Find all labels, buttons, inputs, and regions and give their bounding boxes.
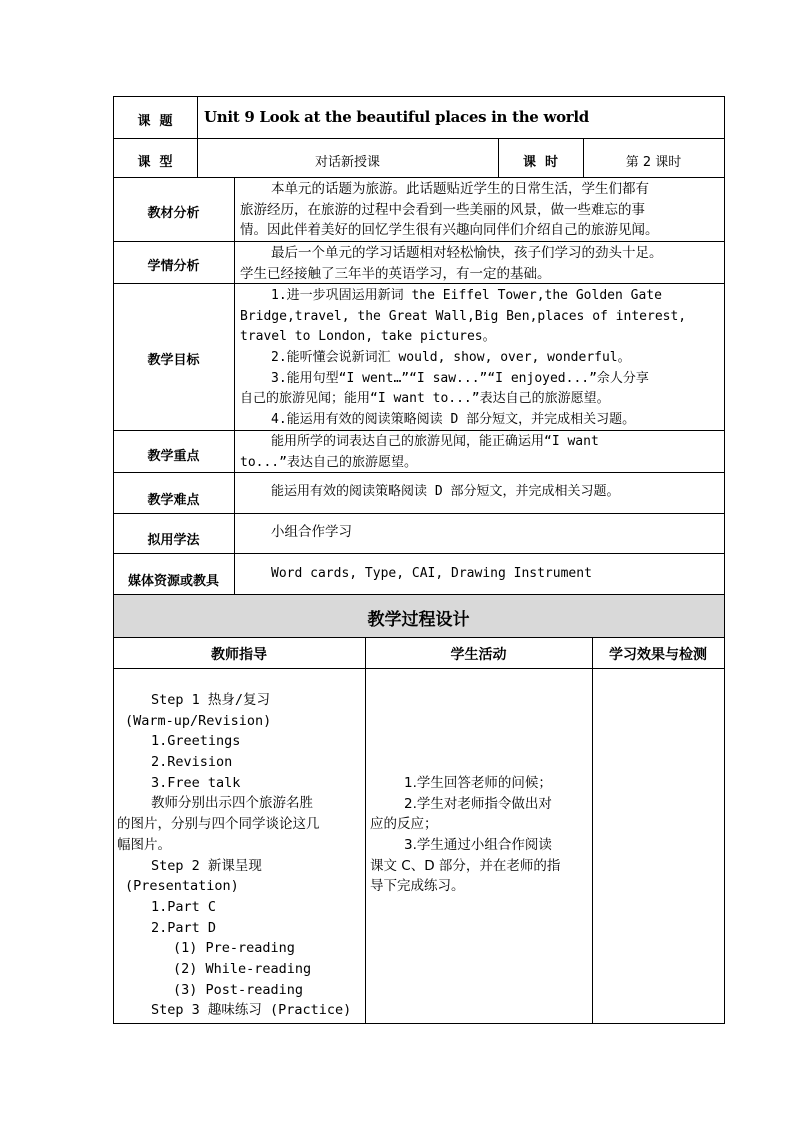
effect-cell <box>593 669 724 1023</box>
difficulties-text <box>271 482 619 503</box>
text-line: 2.学生对老师指令做出对 <box>404 795 552 812</box>
key-points-label: 教学重点 <box>147 449 200 464</box>
text-line: (2) While-reading <box>173 960 312 977</box>
objectives-text <box>240 286 686 431</box>
text-line: 1.Part C <box>151 898 217 915</box>
col-header-teacher: 教师指导 <box>211 647 267 663</box>
row-divider <box>113 594 725 595</box>
table-border-bottom <box>113 1023 725 1024</box>
text-line: 4.能运用有效的阅读策略阅读 D 部分短文，并完成相关习题。 <box>271 412 636 428</box>
text-line: 导下完成练习。 <box>370 878 465 895</box>
col-divider <box>234 177 235 594</box>
type-value: 对话新授课 <box>314 155 380 170</box>
text-line: 3.能用句型“I went…”“I saw...”“I enjoyed...”佘人分享 <box>271 370 649 386</box>
type-label: 课 型 <box>137 155 173 170</box>
material-label: 教材分析 <box>147 206 200 221</box>
text-line: 旅游经历，在旅游的过程中会看到一些美丽的风景，做一些难忘的事 <box>240 201 645 218</box>
text-line: 1.Greetings <box>151 733 241 750</box>
row-divider <box>113 513 725 514</box>
row-divider <box>113 177 725 178</box>
row-divider <box>113 553 725 554</box>
text-line: 自己的旅游见闻；能用“I want to...”表达自己的旅游愿望。 <box>240 391 610 407</box>
text-line: travel to London, take pictures。 <box>240 329 496 345</box>
objectives-label: 教学目标 <box>147 353 200 368</box>
text-line: 本单元的话题为旅游。此话题贴近学生的日常生活，学生们都有 <box>271 181 649 197</box>
table-border-left <box>113 96 114 1023</box>
resources-text <box>271 564 592 585</box>
text-line: 3.Free talk <box>151 774 241 791</box>
text-line: Step 3 趣味练习 (Practice) <box>151 1002 352 1019</box>
col-divider <box>365 637 366 1023</box>
text-line: 最后一个单元的学习话题相对轻松愉快，孩子们学习的劲头十足。 <box>271 245 663 261</box>
row-divider <box>113 637 725 638</box>
text-line: (1) Pre-reading <box>173 940 295 957</box>
text-line: 能运用有效的阅读策略阅读 D 部分短文，并完成相关习题。 <box>271 484 620 499</box>
topic-value: Unit 9 Look at the beautiful places in the world <box>204 108 589 126</box>
text-line: 教师分别出示四个旅游名胜 <box>151 795 313 812</box>
text-line: to...”表达自己的旅游愿望。 <box>240 454 417 470</box>
text-line: 能用所学的词表达自己的旅游见闻，能正确运用“I want <box>271 434 599 449</box>
method-label: 拟用学法 <box>147 533 200 548</box>
text-line: (Warm-up/Revision) <box>125 712 272 729</box>
text-line: 3.学生通过小组合作阅读 <box>404 837 552 854</box>
teacher-guidance <box>117 690 351 1021</box>
row-divider <box>113 138 725 139</box>
text-line: Bridge,travel, the Great Wall,Big Ben,places of interest, <box>240 308 687 324</box>
text-line: (Presentation) <box>125 878 239 895</box>
row-divider <box>113 241 725 242</box>
col-divider <box>197 96 198 138</box>
period-value: 第 2 课时 <box>625 155 682 170</box>
text-line: 1.学生回答老师的问候； <box>404 775 552 791</box>
row-divider <box>113 96 725 97</box>
text-line: 的图片，分别与四个同学谈论这几 <box>117 816 320 833</box>
text-line: (3) Post-reading <box>173 981 304 998</box>
topic-label: 课 题 <box>137 114 173 129</box>
text-line: 课文 C、D 部分，并在老师的指 <box>370 857 561 874</box>
text-line: 2.Revision <box>151 754 233 771</box>
difficulties-label: 教学难点 <box>147 493 200 508</box>
text-line: 学生已经接触了三年半的英语学习，有一定的基础。 <box>240 265 551 282</box>
material-text <box>240 179 659 241</box>
col-header-effect: 学习效果与检测 <box>609 647 707 663</box>
text-line: Step 2 新课呈现 <box>151 857 262 874</box>
text-line: 1.进一步巩固运用新词 the Eiffel Tower,the Golden Gate <box>271 288 662 303</box>
table-border-right <box>724 96 725 1023</box>
key-points-text <box>240 432 599 473</box>
col-header-student: 学生活动 <box>450 647 507 663</box>
learner-text <box>240 243 663 284</box>
text-line: 应的反应； <box>370 816 438 833</box>
method-text <box>271 522 352 543</box>
text-line: 幅图片。 <box>117 836 171 853</box>
text-line: 小组合作学习 <box>271 524 352 540</box>
text-line: 2.Part D <box>151 919 217 936</box>
learner-label: 学情分析 <box>147 259 200 274</box>
resources-label: 媒体资源或教具 <box>127 574 219 589</box>
text-line: 情。因此伴着美好的回忆学生很有兴趣向同伴们介绍自己的旅游见闻。 <box>240 222 659 239</box>
student-activities <box>370 773 560 897</box>
text-line: Step 1 热身/复习 <box>151 692 271 708</box>
process-title: 教学过程设计 <box>367 610 470 630</box>
text-line: 2.能听懂会说新词汇 would, show, over, wonderful。 <box>271 350 631 366</box>
period-label: 课 时 <box>522 155 559 170</box>
text-line: Word cards, Type, CAI, Drawing Instrument <box>271 566 592 581</box>
